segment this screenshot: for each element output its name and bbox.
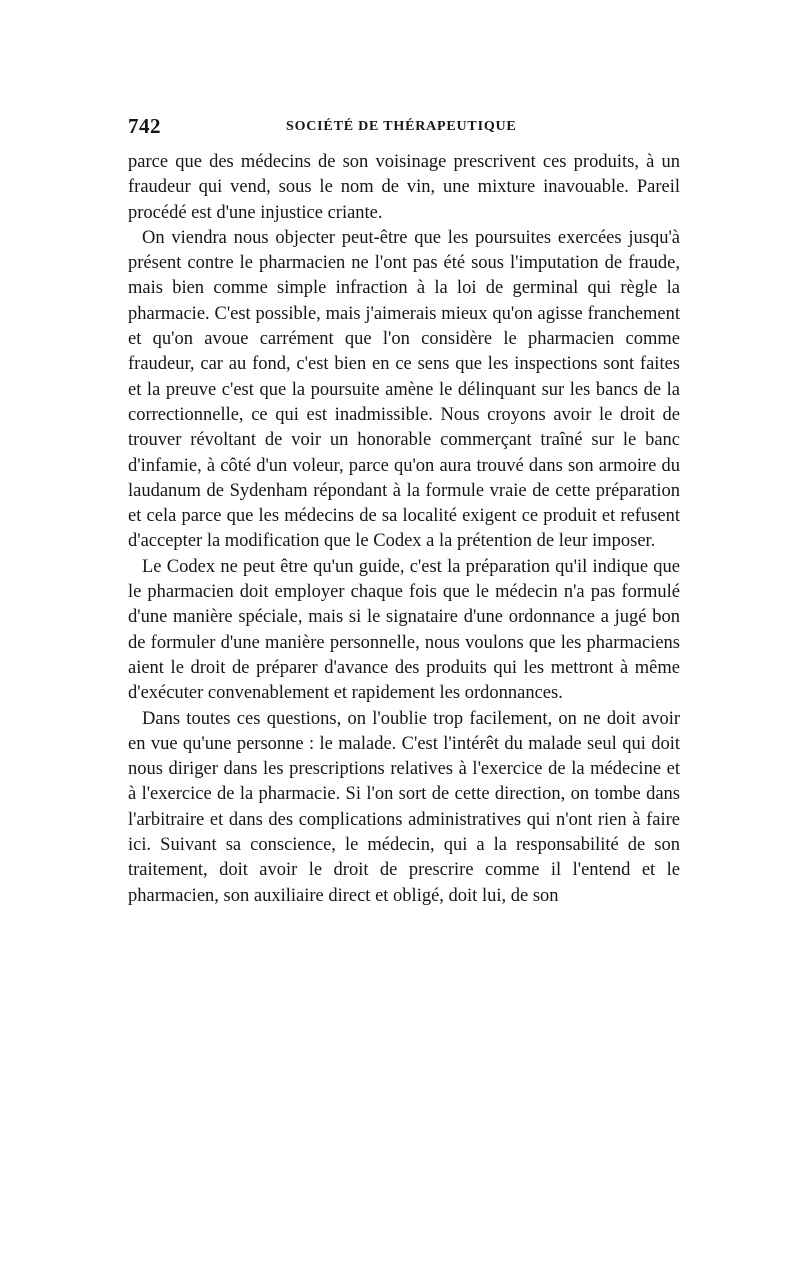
- paragraph-1: parce que des médecins de son voisinage prescrivent ces produits, à un fraudeur qui vend, sous le nom de vin, une mixture inavouable. Pareil procédé est d'une injustice criante.: [128, 152, 680, 223]
- page-number: 742: [128, 114, 161, 138]
- paragraph-4: Dans toutes ces questions, on l'oublie trop facilement, on ne doit avoir en vue qu'une personne : le malade. C'est l'intérêt du malade seul qui doit nous diriger dans les prescriptions relatives à l'exercice de la médecine et à l'exercice de la pharmacie. Si l'on sort de cette direction, on tombe dans l'arbitraire et dans des complications administratives qui n'ont rien à faire ici. Suivant sa conscience, le médecin, qui a la responsabilité de son traitement, doit avoir le droit de prescrire comme il l'entend et le pharmacien, son auxiliaire direct et obligé, doit lui, de son: [128, 708, 680, 906]
- page-header: [128, 114, 680, 138]
- body-text: [128, 150, 680, 909]
- paragraph-2: On viendra nous objecter peut-être que les poursuites exercées jusqu'à présent contre le pharmacien ne l'ont pas été sous l'imputation de fraude, mais bien comme simple infraction à la loi de germinal qui règle la pharmacie. C'est possible, mais j'aimerais mieux qu'on agisse franchement et qu'on avoue carrément que l'on considère le pharmacien comme fraudeur, car au fond, c'est bien en ce sens que les inspections sont faites et la preuve c'est que la poursuite amène le délinquant sur les bancs de la correctionnelle, ce qui est inadmissible. Nous croyons avoir le droit de trouver révoltant de voir un honorable commerçant traîné sur le banc d'infamie, à côté d'un voleur, parce qu'on aura trouvé dans son armoire du laudanum de Sydenham répondant à la formule vraie de cette préparation et cela parce que les médecins de sa localité exigent ce produit et refusent d'accepter la modification que le Codex a la prétention de leur imposer.: [128, 227, 680, 552]
- paragraph-3: Le Codex ne peut être qu'un guide, c'est la préparation qu'il indique que le pharmacien doit employer chaque fois que le médecin n'a pas formulé d'une manière spéciale, mais si le signataire d'une ordonnance a jugé bon de formuler d'une manière personnelle, nous voulons que les pharmaciens aient le droit de préparer d'avance des produits qui les mettront à même d'exécuter convenablement et rapidement les ordonnances.: [128, 556, 680, 704]
- running-title: SOCIÉTÉ DE THÉRAPEUTIQUE: [286, 119, 517, 134]
